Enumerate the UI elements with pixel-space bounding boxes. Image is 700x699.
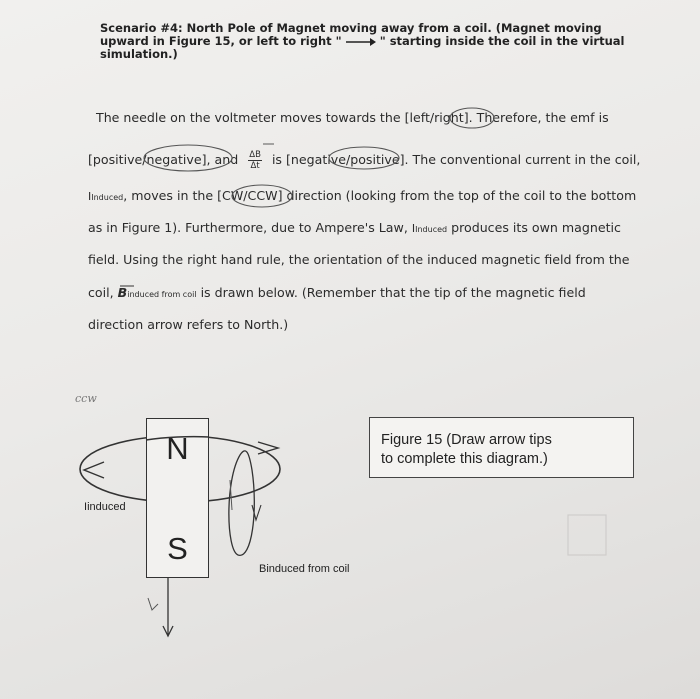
right-arrow-icon [346, 38, 376, 46]
heading-line-2a: upward in Figure 15, or left to right " [100, 34, 342, 48]
current-arrow-right-icon [258, 442, 278, 454]
heading-line-3: simulation.) [100, 47, 178, 61]
current-arrow-left-icon [84, 462, 104, 478]
figure-caption-line-1: Figure 15 (Draw arrow tips [381, 432, 552, 448]
figure-caption-box [369, 417, 634, 478]
heading-line-1: Scenario #4: North Pole of Magnet moving away from a coil. (Magnet moving [100, 21, 602, 35]
current-direction-text: , moves in the [CW/CCW] direction (looking from the top of the coil to the bottom [123, 188, 637, 203]
current-symbol-2: I [411, 222, 416, 235]
north-pole-label: N [166, 431, 189, 466]
current-subscript-2: Induced [415, 225, 448, 234]
handwritten-ccw-note: ccw [75, 392, 97, 405]
paragraph-line-6 [88, 285, 698, 300]
paragraph-line-3 [88, 188, 698, 203]
induced-field-subscript: induced from coil [266, 563, 350, 575]
current-symbol: I [88, 190, 92, 203]
field-hand-stroke [230, 480, 232, 510]
field-loop [229, 451, 254, 555]
fraction-numerator: ΔB [249, 150, 261, 160]
bar-magnet [146, 418, 209, 578]
induced-current-label [84, 501, 126, 513]
current-subscript: Induced [91, 193, 124, 202]
coil-word: coil, [88, 285, 114, 300]
flux-change-fraction [248, 150, 262, 171]
b-vector-subscript: induced from coil [127, 290, 197, 299]
induced-current-subscript: induced [87, 501, 126, 513]
paragraph-line-7: direction arrow refers to North.) [88, 317, 289, 332]
paragraph-line-1: The needle on the voltmeter moves towards the [left/right]. Therefore, the emf is [96, 110, 609, 125]
hand-tick-mark [148, 598, 158, 610]
induced-field-label [259, 563, 350, 575]
field-arrow-icon [252, 505, 261, 520]
paragraph-line-2 [88, 150, 698, 171]
faint-background-sketch [568, 515, 606, 555]
b-field-text: is drawn below. (Remember that the tip of the magnetic field [200, 285, 586, 300]
scenario-heading [100, 22, 660, 61]
amperes-law-rest: produces its own magnetic [451, 220, 621, 235]
emf-choice: [positive/negative], and [88, 152, 239, 167]
heading-line-2b: " starting inside the coil in the virtual [379, 34, 625, 48]
paragraph-line-4 [88, 220, 698, 235]
flux-sign-choice: is [negative/positive]. The conventional current in the coil, [271, 152, 641, 167]
paragraph-line-5: field. Using the right hand rule, the orientation of the induced magnetic field from the [88, 252, 630, 267]
motion-arrow-head-icon [163, 626, 173, 636]
south-pole-label: S [167, 531, 188, 566]
induced-field-symbol: B [259, 563, 267, 575]
induced-current-symbol: I [84, 501, 88, 513]
figure-caption-line-2: to complete this diagram.) [381, 451, 548, 467]
fraction-denominator: Δt [250, 161, 260, 171]
amperes-law-text: as in Figure 1). Furthermore, due to Ampere's Law, [88, 220, 408, 235]
b-vector-symbol: B [117, 285, 128, 300]
